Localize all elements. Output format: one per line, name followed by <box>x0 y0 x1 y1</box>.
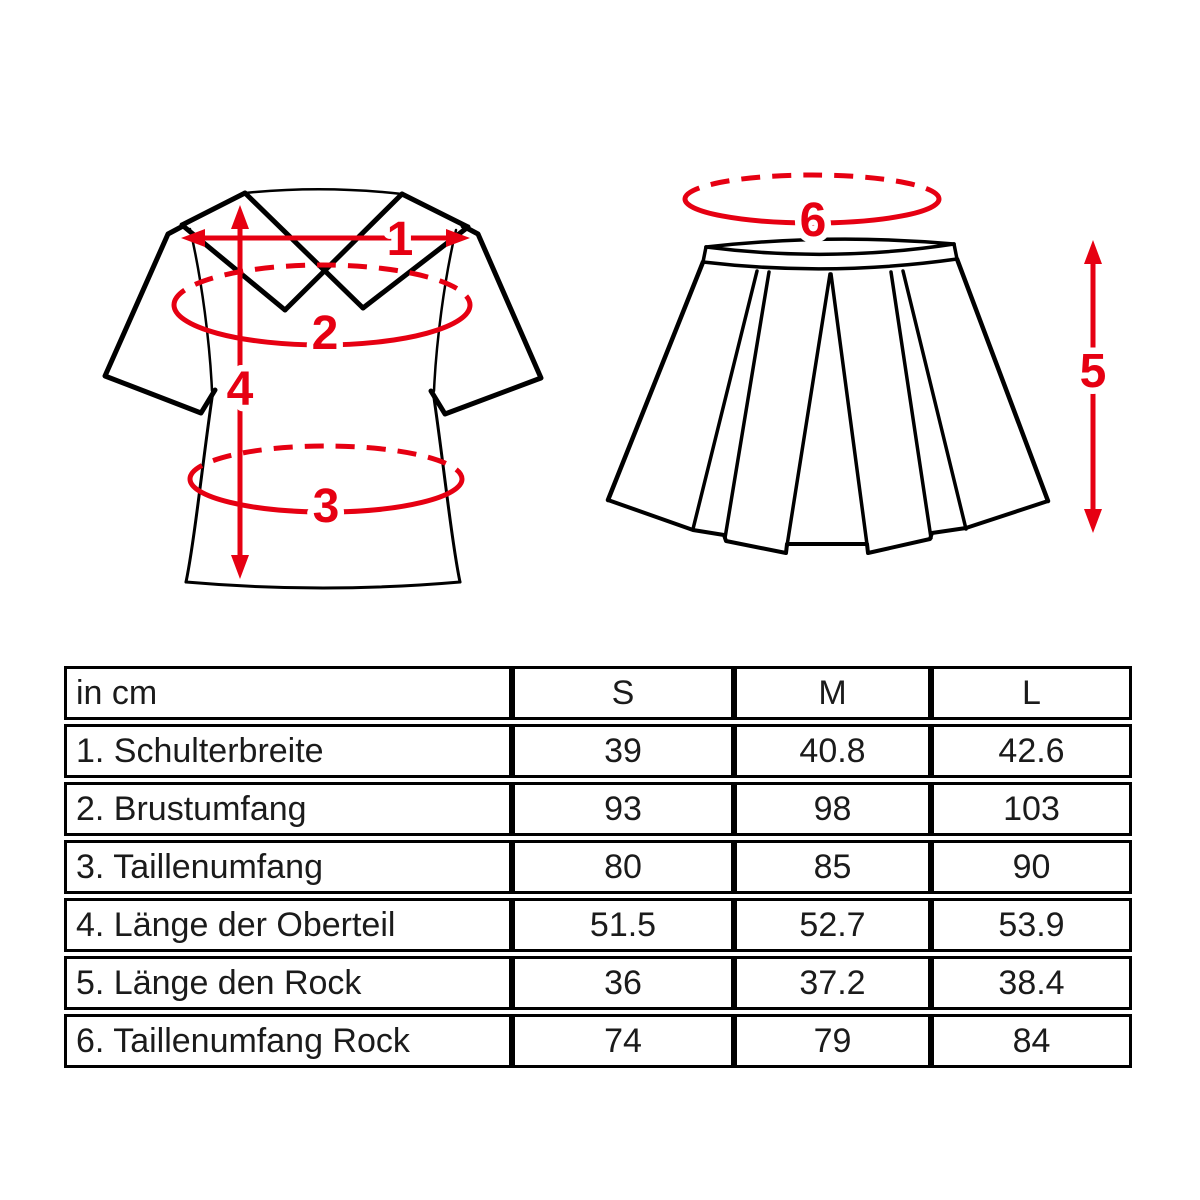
value-cell: 39 <box>512 724 734 778</box>
value-cell: 103 <box>931 782 1132 836</box>
measurement-name-cell: 2. Brustumfang <box>64 782 512 836</box>
shirt-left-sleeve <box>105 226 215 413</box>
value-cell: 42.6 <box>931 724 1132 778</box>
measure-label-5: 5 <box>1079 345 1107 398</box>
measure-label-1: 1 <box>386 213 414 266</box>
table-row <box>64 898 1132 952</box>
shirt-right-armhole <box>434 230 456 391</box>
value-cell: 53.9 <box>931 898 1132 952</box>
size-header-s: S <box>512 666 734 720</box>
measurement-name-cell: 3. Taillenumfang <box>64 840 512 894</box>
skirt-right-edge <box>957 259 1048 501</box>
value-cell: 37.2 <box>734 956 931 1010</box>
value-cell: 36 <box>512 956 734 1010</box>
table-header-row <box>64 666 1132 720</box>
value-cell: 40.8 <box>734 724 931 778</box>
value-cell: 74 <box>512 1014 734 1068</box>
value-cell: 52.7 <box>734 898 931 952</box>
measurement-name-cell: 4. Länge der Oberteil <box>64 898 512 952</box>
measure-label-2: 2 <box>311 307 339 360</box>
value-cell: 79 <box>734 1014 931 1068</box>
value-cell: 38.4 <box>931 956 1132 1010</box>
skirt-waistband <box>703 239 957 269</box>
size-header-l: L <box>931 666 1132 720</box>
size-table <box>64 662 1132 1072</box>
shirt-neckline <box>245 189 402 194</box>
shirt-left-side <box>186 391 213 582</box>
value-cell: 84 <box>931 1014 1132 1068</box>
skirt-hem <box>608 500 1048 553</box>
unit-header-cell: in cm <box>64 666 512 720</box>
size-header-m: M <box>734 666 931 720</box>
measure-label-3: 3 <box>312 480 340 533</box>
table-row <box>64 724 1132 778</box>
skirt-pleats <box>693 271 966 552</box>
measure-label-4: 4 <box>226 363 254 416</box>
table-row <box>64 956 1132 1010</box>
shirt-hem <box>186 582 460 588</box>
value-cell: 93 <box>512 782 734 836</box>
value-cell: 85 <box>734 840 931 894</box>
shirt-right-sleeve <box>431 226 541 414</box>
measurement-name-cell: 6. Taillenumfang Rock <box>64 1014 512 1068</box>
skirt-left-edge <box>608 262 703 500</box>
value-cell: 90 <box>931 840 1132 894</box>
measurement-name-cell: 1. Schulterbreite <box>64 724 512 778</box>
shoulder-width-arrow-1 <box>181 229 470 247</box>
value-cell: 98 <box>734 782 931 836</box>
measurement-annotations <box>174 175 1106 579</box>
value-cell: 80 <box>512 840 734 894</box>
table-row <box>64 1014 1132 1068</box>
skirt-drawing <box>608 239 1048 553</box>
measure-label-6: 6 <box>799 194 827 247</box>
value-cell: 51.5 <box>512 898 734 952</box>
table-row <box>64 782 1132 836</box>
shirt-left-armhole <box>190 229 212 391</box>
measurement-name-cell: 5. Länge den Rock <box>64 956 512 1010</box>
table-row <box>64 840 1132 894</box>
sailor-collar <box>182 193 468 310</box>
